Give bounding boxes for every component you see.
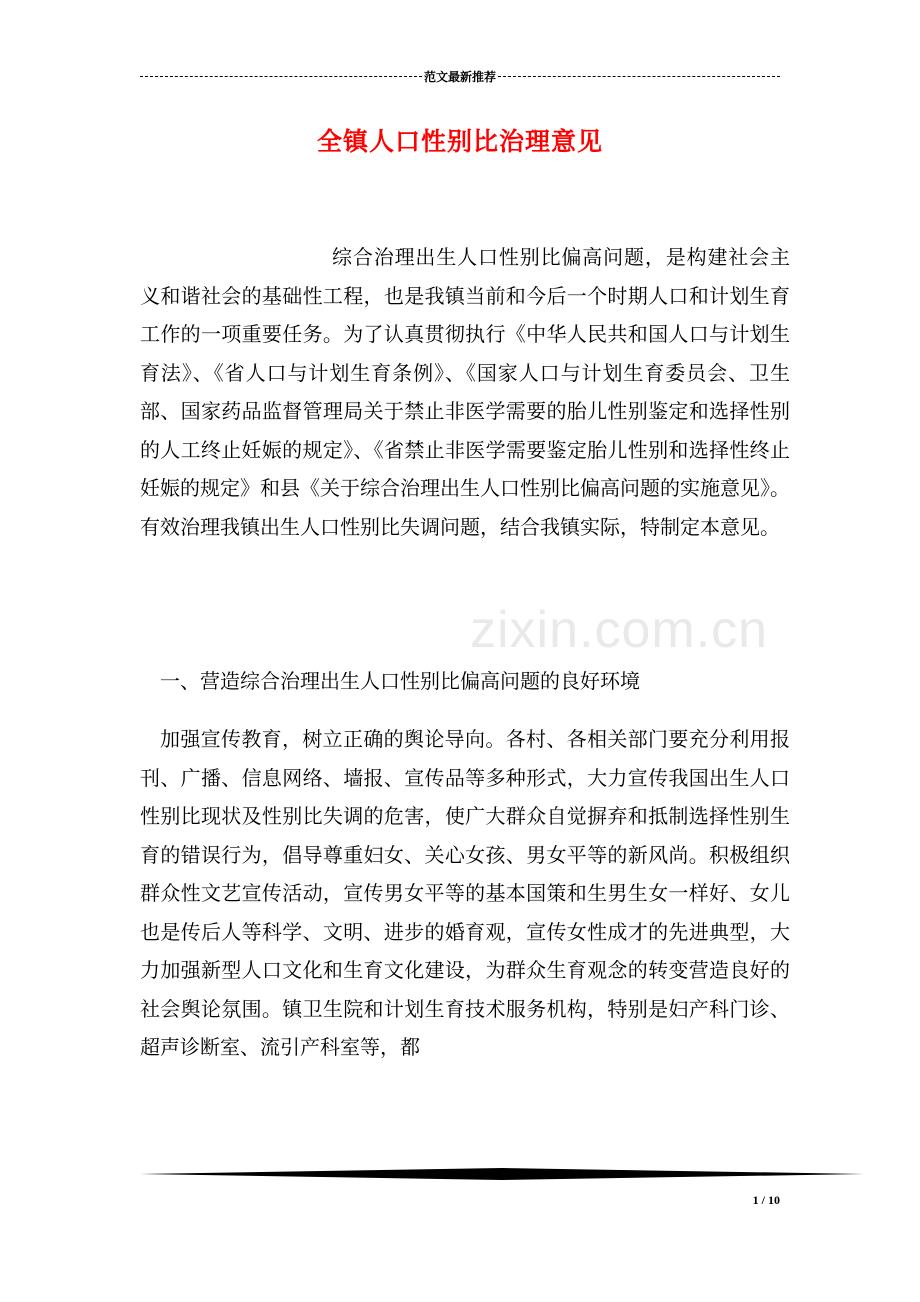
page-number: 1 / 10: [752, 1193, 780, 1207]
header-text: 范文最新推荐: [424, 69, 497, 84]
header-dash-right: [498, 76, 780, 77]
footer-rule: [140, 1168, 864, 1180]
watermark: zixin.com.cn: [470, 601, 769, 659]
document-title: 全镇人口性别比治理意见: [316, 127, 603, 156]
section-heading-1: 一、营造综合治理出生人口性别比偏高问题的良好环境: [160, 669, 640, 693]
header-dash-left: [140, 76, 422, 77]
paragraph-publicity: 加强宣传教育，树立正确的舆论导向。各村、各相关部门要充分利用报刊、广播、信息网络、墙报、宣传品等多种形式，大力宣传我国出生人口性别比现状及性别比失调的危害，使广大群众自觉摒弃和抵制选择性别生育的错误行为，倡导尊重妇女、关心女孩、男女平等的新风尚。积极组织群众性文艺宣传活动，宣传男女平等的基本国策和生男生女一样好、女儿也是传后人等科学、文明、进步的婚育观，宣传女性成才的先进典型，大力加强新型人口文化和生育文化建设，为群众生育观念的转变营造良好的社会舆论氛围。镇卫生院和计划生育技术服务机构，特别是妇产科门诊、超声诊断室、流引产科室等，都: [140, 727, 790, 1059]
page-header: [140, 68, 780, 84]
paragraph-intro: 综合治理出生人口性别比偏高问题，是构建社会主义和谐社会的基础性工程，也是我镇当前和今后一个时期人口和计划生育工作的一项重要任务。为了认真贯彻执行《中华人民共和国人口与计划生育法》、《省人口与计划生育条例》、《国家人口与计划生育委员会、卫生部、国家药品监督管理局关于禁止非医学需要的胎儿性别鉴定和选择性别的人工终止妊娠的规定》、《省禁止非医学需要鉴定胎儿性别和选择性终止妊娠的规定》和县《关于综合治理出生人口性别比偏高问题的实施意见》。有效治理我镇出生人口性别比失调问题，结合我镇实际，特制定本意见。: [140, 245, 790, 539]
